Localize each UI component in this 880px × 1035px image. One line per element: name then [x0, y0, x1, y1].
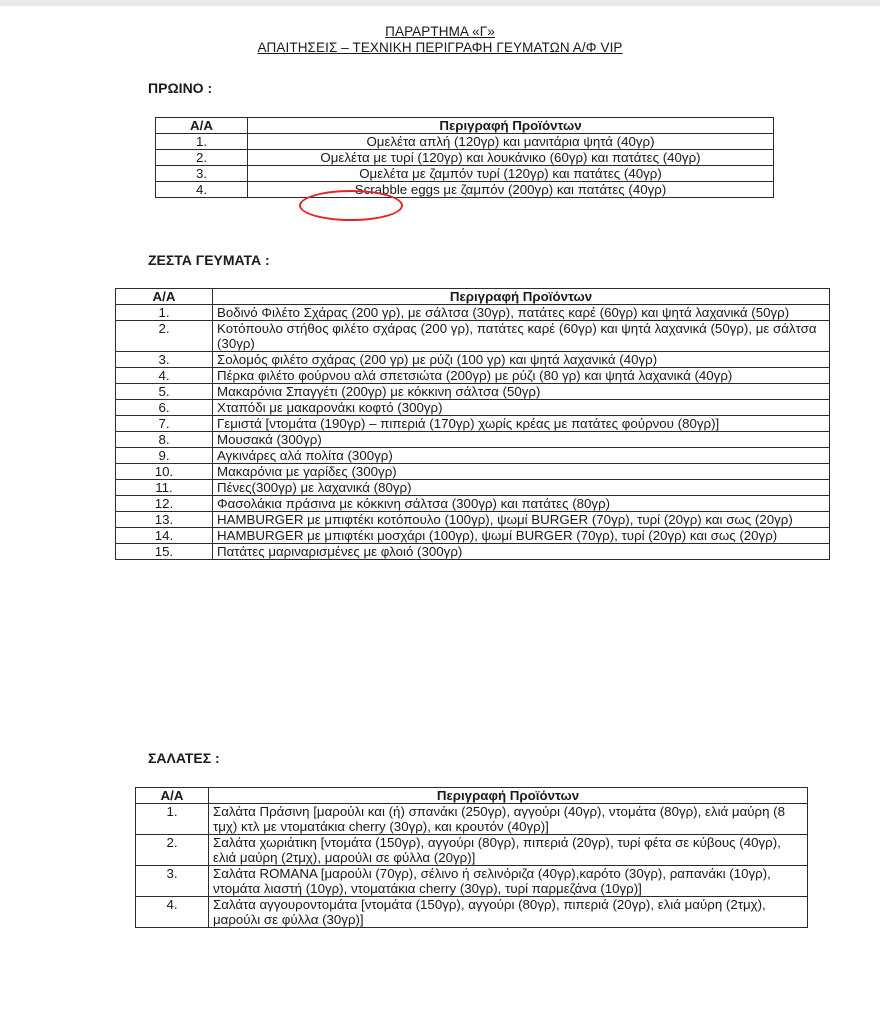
row-description: Φασολάκια πράσινα με κόκκινη σάλτσα (300γρ) και πατάτες (80γρ): [213, 496, 830, 512]
row-description: Σαλάτα ROMANA [μαρούλι (70γρ), σέλινο ή σελινόριζα (40γρ),καρότο (30γρ), ραπανάκι (10γρ), ντομάτα λιαστή (10γρ), ντοματάκια cherry (30γρ), τυρί παρμεζάνα (10γρ)]: [209, 866, 808, 897]
table-row: [116, 432, 830, 448]
table-row: [116, 464, 830, 480]
salads-heading: ΣΑΛΑΤΕΣ :: [148, 750, 220, 766]
row-number: 9.: [116, 448, 213, 464]
row-number: 3.: [116, 352, 213, 368]
document-title: ΠΑΡΑΡΤΗΜΑ «Γ»: [385, 24, 495, 39]
row-number: 12.: [116, 496, 213, 512]
row-description: Σαλάτα Πράσινη [μαρούλι και (ή) σπανάκι (250γρ), αγγούρι (40γρ), ντομάτα (80γρ), ελιά μαύρη (8 τμχ) κτλ με ντοματάκια cherry (30γρ), και κρουτόν (40γρ)]: [209, 804, 808, 835]
row-number: 6.: [116, 400, 213, 416]
table-header-row: [136, 788, 808, 804]
hot-meals-heading: ΖΕΣΤΑ ΓΕΥΜΑΤΑ :: [148, 252, 270, 268]
table-row: [116, 448, 830, 464]
row-number: 4.: [116, 368, 213, 384]
column-header-number: Α/Α: [156, 118, 248, 134]
salads-table: [135, 787, 808, 928]
table-row: [116, 416, 830, 432]
viewer-top-bar: [0, 0, 880, 6]
row-description: Scrabble eggs με ζαμπόν (200γρ) και πατάτες (40γρ): [248, 182, 774, 198]
table-row: [116, 480, 830, 496]
row-number: 11.: [116, 480, 213, 496]
row-description: Πατάτες μαριναρισμένες με φλοιό (300γρ): [213, 544, 830, 560]
row-description: Αγκινάρες αλά πολίτα (300γρ): [213, 448, 830, 464]
column-header-description: Περιγραφή Προϊόντων: [213, 289, 830, 305]
document-subtitle: ΑΠΑΙΤΗΣΕΙΣ – ΤΕΧΝΙΚΗ ΠΕΡΙΓΡΑΦΗ ΓΕΥΜΑΤΩΝ Α/Φ VIP: [257, 40, 623, 55]
row-number: 3.: [156, 166, 248, 182]
table-row: [116, 400, 830, 416]
row-number: 10.: [116, 464, 213, 480]
table-row: [116, 384, 830, 400]
table-row: [116, 352, 830, 368]
row-description: Βοδινό Φιλέτο Σχάρας (200 γρ), με σάλτσα (30γρ), πατάτες καρέ (60γρ) και ψητά λαχανικά (50γρ): [213, 305, 830, 321]
table-row: [136, 897, 808, 928]
row-number: 2.: [156, 150, 248, 166]
row-description: Μακαρόνια Σπαγγέτι (200γρ) με κόκκινη σάλτσα (50γρ): [213, 384, 830, 400]
row-description: Μουσακά (300γρ): [213, 432, 830, 448]
table-row: [136, 804, 808, 835]
table-row: [156, 166, 774, 182]
table-row: [116, 321, 830, 352]
row-description: Σαλάτα αγγουροντομάτα [ντομάτα (150γρ), αγγούρι (80γρ), πιπεριά (20γρ), ελιά μαύρη (2τμχ), μαρούλι σε φύλλα (30γρ)]: [209, 897, 808, 928]
row-description: Ομελέτα απλή (120γρ) και μανιτάρια ψητά (40γρ): [248, 134, 774, 150]
row-number: 4.: [156, 182, 248, 198]
row-number: 13.: [116, 512, 213, 528]
column-header-description: Περιγραφή Προϊόντων: [248, 118, 774, 134]
table-header-row: [156, 118, 774, 134]
row-number: 1.: [136, 804, 209, 835]
table-row: [156, 134, 774, 150]
row-description: Μακαρόνια με γαρίδες (300γρ): [213, 464, 830, 480]
row-description: Σαλάτα χωριάτικη [ντομάτα (150γρ), αγγούρι (80γρ), πιπεριά (20γρ), τυρί φέτα σε κύβους (40γρ), ελιά μαύρη (2τμχ), μαρούλι σε φύλλα (20γρ)]: [209, 835, 808, 866]
column-header-description: Περιγραφή Προϊόντων: [209, 788, 808, 804]
column-header-number: Α/Α: [136, 788, 209, 804]
table-row: [136, 835, 808, 866]
red-annotation-circle: [299, 190, 403, 221]
row-description: Ομελέτα με τυρί (120γρ) και λουκάνικο (60γρ) και πατάτες (40γρ): [248, 150, 774, 166]
row-description: Κοτόπουλο στήθος φιλέτο σχάρας (200 γρ), πατάτες καρέ (60γρ) και ψητά λαχανικά (50γρ), με σάλτσα (30γρ): [213, 321, 830, 352]
table-row: [116, 512, 830, 528]
table-row: [136, 866, 808, 897]
row-description: HAMBURGER με μπιφτέκι μοσχάρι (100γρ), ψωμί BURGER (70γρ), τυρί (20γρ) και σως (20γρ): [213, 528, 830, 544]
table-row: [156, 150, 774, 166]
row-number: 15.: [116, 544, 213, 560]
breakfast-heading: ΠΡΩΙΝΟ :: [148, 80, 213, 96]
row-number: 5.: [116, 384, 213, 400]
hot-meals-table: [115, 288, 830, 560]
row-description: HAMBURGER με μπιφτέκι κοτόπουλο (100γρ), ψωμί BURGER (70γρ), τυρί (20γρ) και σως (20γρ): [213, 512, 830, 528]
table-row: [116, 528, 830, 544]
table-header-row: [116, 289, 830, 305]
row-description: Πένες(300γρ) με λαχανικά (80γρ): [213, 480, 830, 496]
row-number: 4.: [136, 897, 209, 928]
table-row: [116, 305, 830, 321]
row-number: 1.: [156, 134, 248, 150]
table-row: [116, 544, 830, 560]
table-row: [156, 182, 774, 198]
breakfast-table: [155, 117, 774, 198]
row-number: 2.: [116, 321, 213, 352]
row-number: 7.: [116, 416, 213, 432]
row-number: 2.: [136, 835, 209, 866]
row-description: Πέρκα φιλέτο φούρνου αλά σπετσιώτα (200γρ) με ρύζι (80 γρ) και ψητά λαχανικά (40γρ): [213, 368, 830, 384]
row-description: Σολομός φιλέτο σχάρας (200 γρ) με ρύζι (100 γρ) και ψητά λαχανικά (40γρ): [213, 352, 830, 368]
row-description: Ομελέτα με ζαμπόν τυρί (120γρ) και πατάτες (40γρ): [248, 166, 774, 182]
row-number: 8.: [116, 432, 213, 448]
row-description: Χταπόδι με μακαρονάκι κοφτό (300γρ): [213, 400, 830, 416]
table-row: [116, 496, 830, 512]
column-header-number: Α/Α: [116, 289, 213, 305]
row-number: 14.: [116, 528, 213, 544]
row-number: 1.: [116, 305, 213, 321]
table-row: [116, 368, 830, 384]
row-description: Γεμιστά [ντομάτα (190γρ) – πιπεριά (170γρ) χωρίς κρέας με πατάτες φούρνου (80γρ)]: [213, 416, 830, 432]
row-number: 3.: [136, 866, 209, 897]
